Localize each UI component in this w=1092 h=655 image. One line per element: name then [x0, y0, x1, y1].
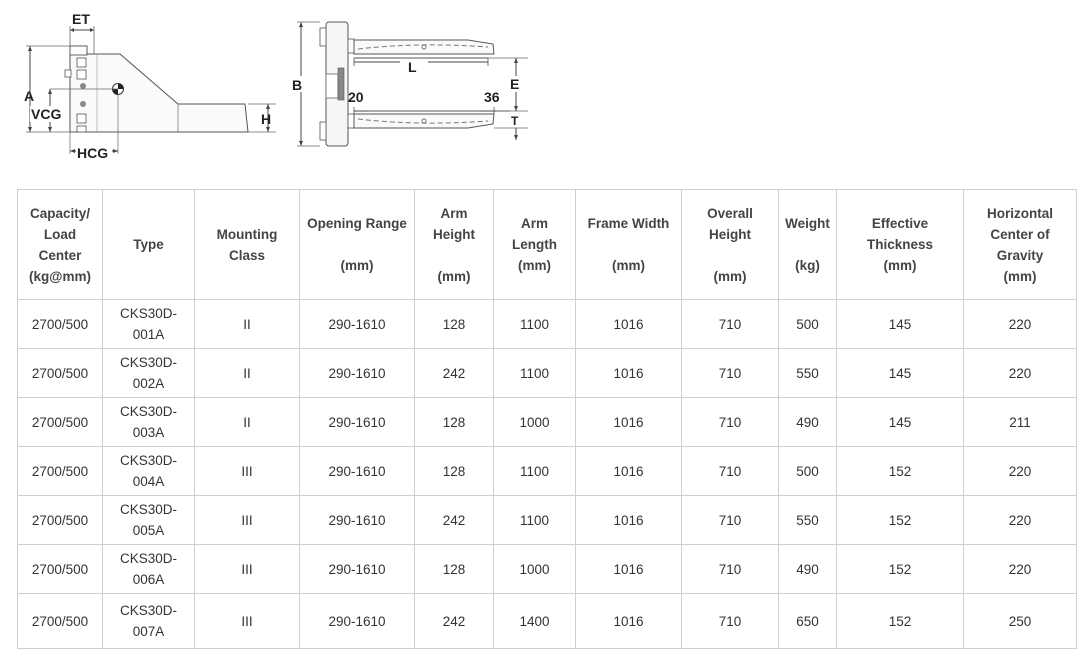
cell-weight: 490	[779, 545, 837, 594]
header-mounting-class: Mounting Class	[195, 190, 300, 300]
cell-frame-width: 1016	[576, 349, 682, 398]
header-capacity: Capacity/ Load Center (kg@mm)	[18, 190, 103, 300]
cell-overall-height: 710	[682, 300, 779, 349]
cell-arm-length: 1100	[494, 496, 576, 545]
cell-arm-height: 242	[415, 496, 494, 545]
cell-frame-width: 1016	[576, 545, 682, 594]
cell-type: CKS30D- 004A	[103, 447, 195, 496]
cell-mounting: III	[195, 447, 300, 496]
cell-type: CKS30D- 005A	[103, 496, 195, 545]
cell-thickness: 152	[837, 447, 964, 496]
cell-frame-width: 1016	[576, 496, 682, 545]
cell-capacity: 2700/500	[18, 398, 103, 447]
cell-weight: 500	[779, 447, 837, 496]
table-row	[18, 349, 1077, 398]
cell-mounting: III	[195, 496, 300, 545]
cell-weight: 490	[779, 398, 837, 447]
cell-frame-width: 1016	[576, 398, 682, 447]
cell-thickness: 145	[837, 398, 964, 447]
cell-opening: 290-1610	[300, 496, 415, 545]
cell-capacity: 2700/500	[18, 594, 103, 649]
cell-arm-length: 1100	[494, 349, 576, 398]
cell-thickness: 145	[837, 300, 964, 349]
table-row	[18, 447, 1077, 496]
cell-opening: 290-1610	[300, 300, 415, 349]
cell-arm-height: 242	[415, 594, 494, 649]
cell-hcg: 220	[964, 300, 1077, 349]
label-a: A	[24, 88, 35, 104]
label-hcg: HCG	[77, 145, 109, 161]
cell-opening: 290-1610	[300, 447, 415, 496]
cell-opening: 290-1610	[300, 398, 415, 447]
cell-overall-height: 710	[682, 447, 779, 496]
cell-type: CKS30D- 003A	[103, 398, 195, 447]
cell-type: CKS30D- 002A	[103, 349, 195, 398]
header-arm-height: Arm Height (mm)	[415, 190, 494, 300]
cell-weight: 550	[779, 496, 837, 545]
cell-type: CKS30D- 006A	[103, 545, 195, 594]
label-t: T	[511, 114, 519, 128]
cell-weight: 500	[779, 300, 837, 349]
cell-capacity: 2700/500	[18, 300, 103, 349]
table-row	[18, 594, 1077, 649]
cell-capacity: 2700/500	[18, 496, 103, 545]
cell-hcg: 220	[964, 447, 1077, 496]
label-b: B	[292, 77, 303, 93]
cell-arm-length: 1100	[494, 447, 576, 496]
label-et: ET	[72, 11, 90, 27]
specification-table	[17, 189, 1077, 649]
cell-type: CKS30D- 007A	[103, 594, 195, 649]
cell-mounting: III	[195, 594, 300, 649]
cell-arm-length: 1100	[494, 300, 576, 349]
cell-capacity: 2700/500	[18, 545, 103, 594]
cell-mounting: III	[195, 545, 300, 594]
cell-thickness: 152	[837, 545, 964, 594]
header-arm-length: Arm Length (mm)	[494, 190, 576, 300]
side-view-diagram	[20, 6, 285, 166]
cell-hcg: 220	[964, 496, 1077, 545]
cell-hcg: 220	[964, 349, 1077, 398]
header-overall-height: Overall Height (mm)	[682, 190, 779, 300]
label-e: E	[510, 76, 520, 92]
cell-hcg: 250	[964, 594, 1077, 649]
cell-arm-length: 1400	[494, 594, 576, 649]
label-h: H	[261, 111, 272, 127]
cell-type: CKS30D- 001A	[103, 300, 195, 349]
table-row	[18, 300, 1077, 349]
header-opening-range: Opening Range (mm)	[300, 190, 415, 300]
cell-overall-height: 710	[682, 594, 779, 649]
cell-frame-width: 1016	[576, 594, 682, 649]
header-weight: Weight (kg)	[779, 190, 837, 300]
header-horizontal-cg: Horizontal Center of Gravity (mm)	[964, 190, 1077, 300]
cell-arm-height: 242	[415, 349, 494, 398]
cell-opening: 290-1610	[300, 349, 415, 398]
cell-hcg: 211	[964, 398, 1077, 447]
label-vcg: VCG	[31, 106, 62, 122]
label-l: L	[408, 59, 417, 75]
cell-arm-height: 128	[415, 447, 494, 496]
cell-overall-height: 710	[682, 545, 779, 594]
cell-thickness: 152	[837, 496, 964, 545]
header-type: Type	[103, 190, 195, 300]
cell-arm-height: 128	[415, 545, 494, 594]
cell-arm-height: 128	[415, 300, 494, 349]
table-row	[18, 398, 1077, 447]
cell-frame-width: 1016	[576, 447, 682, 496]
cell-opening: 290-1610	[300, 545, 415, 594]
header-frame-width: Frame Width (mm)	[576, 190, 682, 300]
table-row	[18, 496, 1077, 545]
cell-weight: 550	[779, 349, 837, 398]
cell-capacity: 2700/500	[18, 447, 103, 496]
header-effective-thickness: Effective Thickness (mm)	[837, 190, 964, 300]
label-20: 20	[348, 89, 364, 105]
cell-frame-width: 1016	[576, 300, 682, 349]
cell-mounting: II	[195, 300, 300, 349]
header-row	[18, 190, 1077, 300]
cell-opening: 290-1610	[300, 594, 415, 649]
cell-hcg: 220	[964, 545, 1077, 594]
cell-mounting: II	[195, 349, 300, 398]
cell-overall-height: 710	[682, 398, 779, 447]
cell-capacity: 2700/500	[18, 349, 103, 398]
cell-arm-height: 128	[415, 398, 494, 447]
top-view-diagram	[288, 14, 538, 154]
cell-mounting: II	[195, 398, 300, 447]
cell-overall-height: 710	[682, 496, 779, 545]
cell-weight: 650	[779, 594, 837, 649]
cell-thickness: 152	[837, 594, 964, 649]
cell-thickness: 145	[837, 349, 964, 398]
cell-arm-length: 1000	[494, 545, 576, 594]
label-36: 36	[484, 89, 500, 105]
cell-arm-length: 1000	[494, 398, 576, 447]
table-row	[18, 545, 1077, 594]
cell-overall-height: 710	[682, 349, 779, 398]
